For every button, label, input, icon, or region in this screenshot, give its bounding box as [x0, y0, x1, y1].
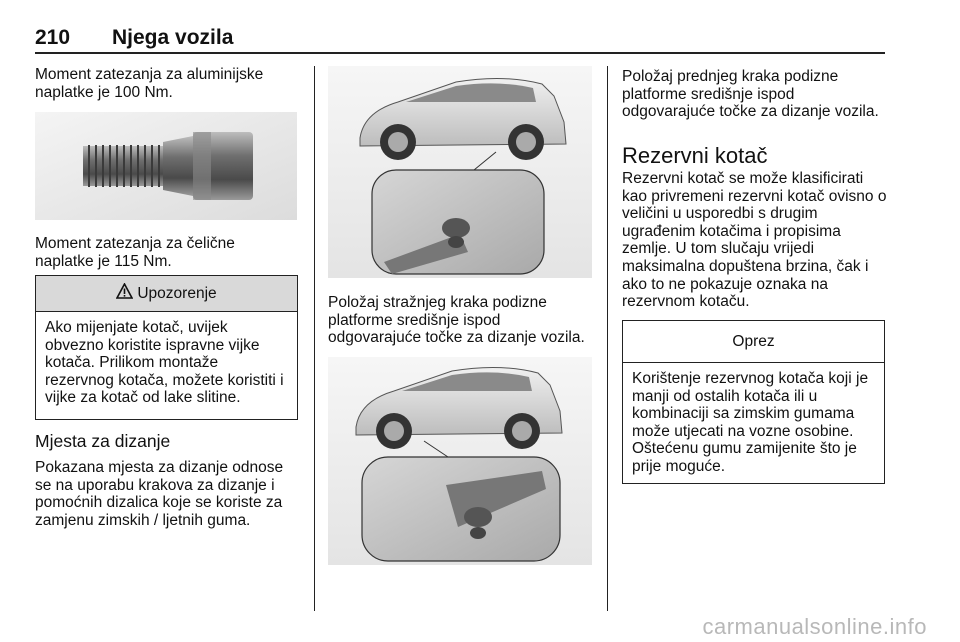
caution-box: [622, 320, 885, 484]
wheel-bolt-image: [35, 112, 297, 220]
caution-header: [623, 321, 884, 363]
column-divider: [314, 66, 315, 611]
page-number: 210: [35, 26, 71, 49]
front-lift-point-image: [328, 357, 592, 565]
spare-wheel-heading: Rezervni kotač: [622, 143, 768, 168]
warning-text: Ako mijenjate kotač, uvijek obvezno koristite ispravne vijke kotača. Prilikom montaže rezervnog kotača, možete koristiti i vijke za kotač od lake slitine.: [45, 319, 284, 407]
warning-triangle-icon: [116, 283, 133, 304]
watermark: carmanualsonline.info: [702, 614, 927, 639]
page-title: Njega vozila: [112, 26, 234, 49]
warning-title: Upozorenje: [137, 284, 217, 302]
caution-text: Korištenje rezervnog kotača koji je manji od ostalih kotača ili u kombinaciji sa zimskim gumama može utjecati na vozne osobine. Oštećenu gumu zamijenite što je prije moguće.: [632, 370, 869, 475]
aluminium-torque-text: Moment zatezanja za aluminijske naplatke je 100 Nm.: [35, 66, 264, 101]
warning-box: [35, 275, 298, 420]
caution-title: Oprez: [732, 332, 775, 350]
column-divider: [607, 66, 608, 611]
steel-torque-text: Moment zatezanja za čelične naplatke je 115 Nm.: [35, 235, 235, 270]
rear-lift-caption: Položaj stražnjeg kraka podizne platforme središnje ispod odgovarajuće točke za dizanje vozila.: [328, 294, 585, 347]
warning-header: [36, 276, 297, 312]
lifting-points-text: Pokazana mjesta za dizanje odnose se na uporabu krakova za dizanje i pomoćnih dizalica koje se koriste za zamjenu zimskih / ljetnih guma.: [35, 459, 284, 529]
lifting-points-heading: Mjesta za dizanje: [35, 431, 171, 451]
spare-wheel-text: Rezervni kotač se može klasificirati kao privremeni rezervni kotač ovisno o veličini u usporedbi s drugim ugrađenim kotačima i propisima zemlje. U tom slučaju vrijedi maksimalna dopuštena brzina, čak i ako to ne pokazuje oznaka na rezervnom kotaču.: [622, 170, 887, 311]
front-lift-caption: Položaj prednjeg kraka podizne platforme središnje ispod odgovarajuće točke za dizanje vozila.: [622, 68, 879, 121]
header-rule: [35, 52, 885, 54]
rear-lift-point-image: [328, 66, 592, 278]
